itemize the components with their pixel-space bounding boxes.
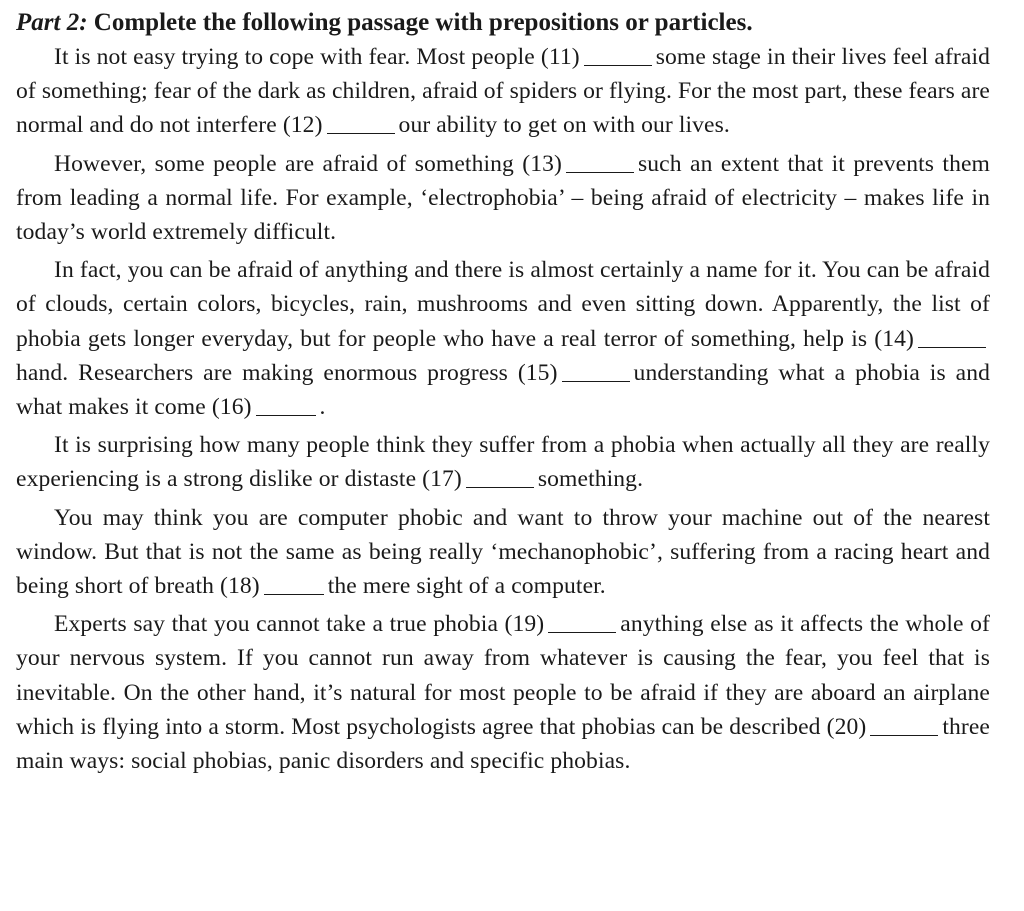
paragraph-1 xyxy=(16,40,990,143)
paragraph-text: It is surprising how many people think they suffer from a phobia when actually all they are really experiencing is a strong dislike or distaste (17) xyxy=(16,432,990,493)
paragraph-text: hand. Researchers are making enormous progress (15) xyxy=(16,359,558,386)
paragraph-6 xyxy=(16,607,990,778)
answer-blank-17[interactable] xyxy=(466,464,534,489)
paragraph-text: understanding what a phobia is and what makes it come (16) xyxy=(16,359,991,421)
paragraph-text: our ability to get on with our lives. xyxy=(398,112,730,139)
answer-blank-20[interactable] xyxy=(870,711,938,736)
paragraph-text: You may think you are computer phobic and want to throw your machine out of the nearest window. But that is not the same as being really ‘mechanophobic’, suffering from a racing heart and being short of breath (18) xyxy=(16,504,990,600)
paragraph-text: It is not easy trying to cope with fear. Most people (11) xyxy=(54,44,580,70)
section-heading xyxy=(16,6,990,40)
paragraph-3 xyxy=(16,253,990,424)
answer-blank-15[interactable] xyxy=(562,357,630,382)
answer-blank-12[interactable] xyxy=(327,110,395,135)
paragraph-text: some stage in their lives feel afraid of something; fear of the dark as children, afraid of spiders or flying. For the most part, these fears are normal and do not interfere (12) xyxy=(16,44,990,139)
paragraph-text: . xyxy=(319,394,326,421)
paragraph-5 xyxy=(16,501,990,604)
part-label: Part 2: xyxy=(16,9,88,36)
answer-blank-11[interactable] xyxy=(584,41,652,66)
paragraph-2 xyxy=(16,147,990,250)
paragraph-text: the mere sight of a computer. xyxy=(327,573,606,600)
instruction-text: Complete the following passage with prepositions or particles. xyxy=(93,9,753,36)
answer-blank-19[interactable] xyxy=(548,609,616,634)
paragraph-text: In fact, you can be afraid of anything and there is almost certainly a name for it. You can be afraid of clouds, certain colors, bicycles, rain, mushrooms and even sitting down. Apparently, the list of phobia gets longer everyday, but for people who have a real terror of something, help is (14) xyxy=(16,257,990,352)
answer-blank-18[interactable] xyxy=(264,570,324,595)
paragraph-text: Experts say that you cannot take a true phobia (19) xyxy=(54,611,545,638)
paragraph-4 xyxy=(16,428,990,496)
answer-blank-16[interactable] xyxy=(256,391,316,416)
worksheet-page xyxy=(16,0,990,911)
answer-blank-14[interactable] xyxy=(918,323,986,348)
paragraph-text: However, some people are afraid of something (13) xyxy=(54,150,562,177)
paragraph-text: something. xyxy=(537,466,644,493)
paragraph-text: such an extent that it prevents them from leading a normal life. For example, ‘electrophobia’ – being afraid of electricity – makes life in today’s world extremely difficult. xyxy=(16,150,990,246)
paragraph-text: anything else as it affects the whole of your nervous system. If you cannot run away from whatever is causing the fear, you feel that is inevitable. On the other hand, it’s natural for most people to be afraid if they are aboard an airplane which is flying into a storm. Most psychologists agree that phobias can be described (20) xyxy=(16,611,990,740)
answer-blank-13[interactable] xyxy=(566,148,634,173)
paragraph-text: three main ways: social phobias, panic disorders and specific phobias. xyxy=(16,713,990,775)
